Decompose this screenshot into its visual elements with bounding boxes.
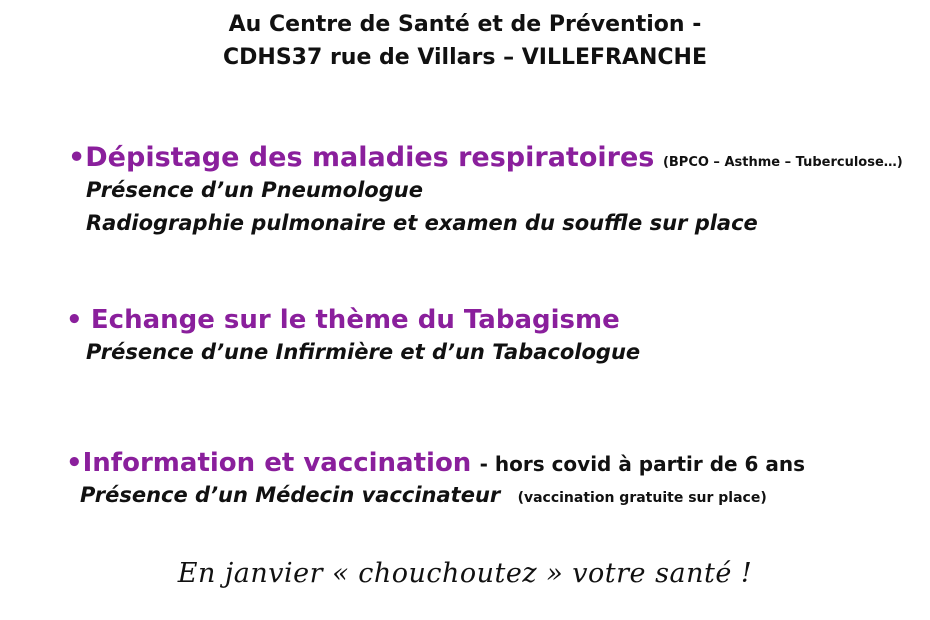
footer-slogan: En janvier « chouchoutez » votre santé ! <box>177 558 753 589</box>
header-line-2: CDHS37 rue de Villars – VILLEFRANCHE <box>223 45 707 70</box>
section-3-title: Information et vaccination <box>82 448 472 478</box>
section-2-line-1: Présence d’une Infirmière et d’un Tabacologue <box>86 340 641 364</box>
header-line-1: Au Centre de Santé et de Prévention - <box>228 12 702 37</box>
section-2-title: Echange sur le thème du Tabagisme <box>90 305 620 335</box>
section-1-line-2: Radiographie pulmonaire et examen du souffle sur place <box>86 211 758 235</box>
section-3-heading <box>66 448 805 478</box>
section-3-line-1-text: Présence d’un Médecin vaccinateur <box>80 483 501 507</box>
bullet-icon: • <box>68 142 86 173</box>
bullet-icon: • <box>66 448 83 478</box>
section-1-heading <box>68 142 903 173</box>
section-1-line-1: Présence d’un Pneumologue <box>86 178 423 202</box>
section-1-note: (BPCO – Asthme – Tuberculose…) <box>662 155 903 170</box>
section-1-title: Dépistage des maladies respiratoires <box>85 142 655 173</box>
section-3-line-1 <box>80 483 767 507</box>
bullet-icon: • <box>66 305 83 335</box>
section-3-line-note: (vaccination gratuite sur place) <box>517 490 767 506</box>
header <box>0 8 930 74</box>
section-2-heading <box>66 305 620 335</box>
section-3-note: - hors covid à partir de 6 ans <box>479 452 806 476</box>
